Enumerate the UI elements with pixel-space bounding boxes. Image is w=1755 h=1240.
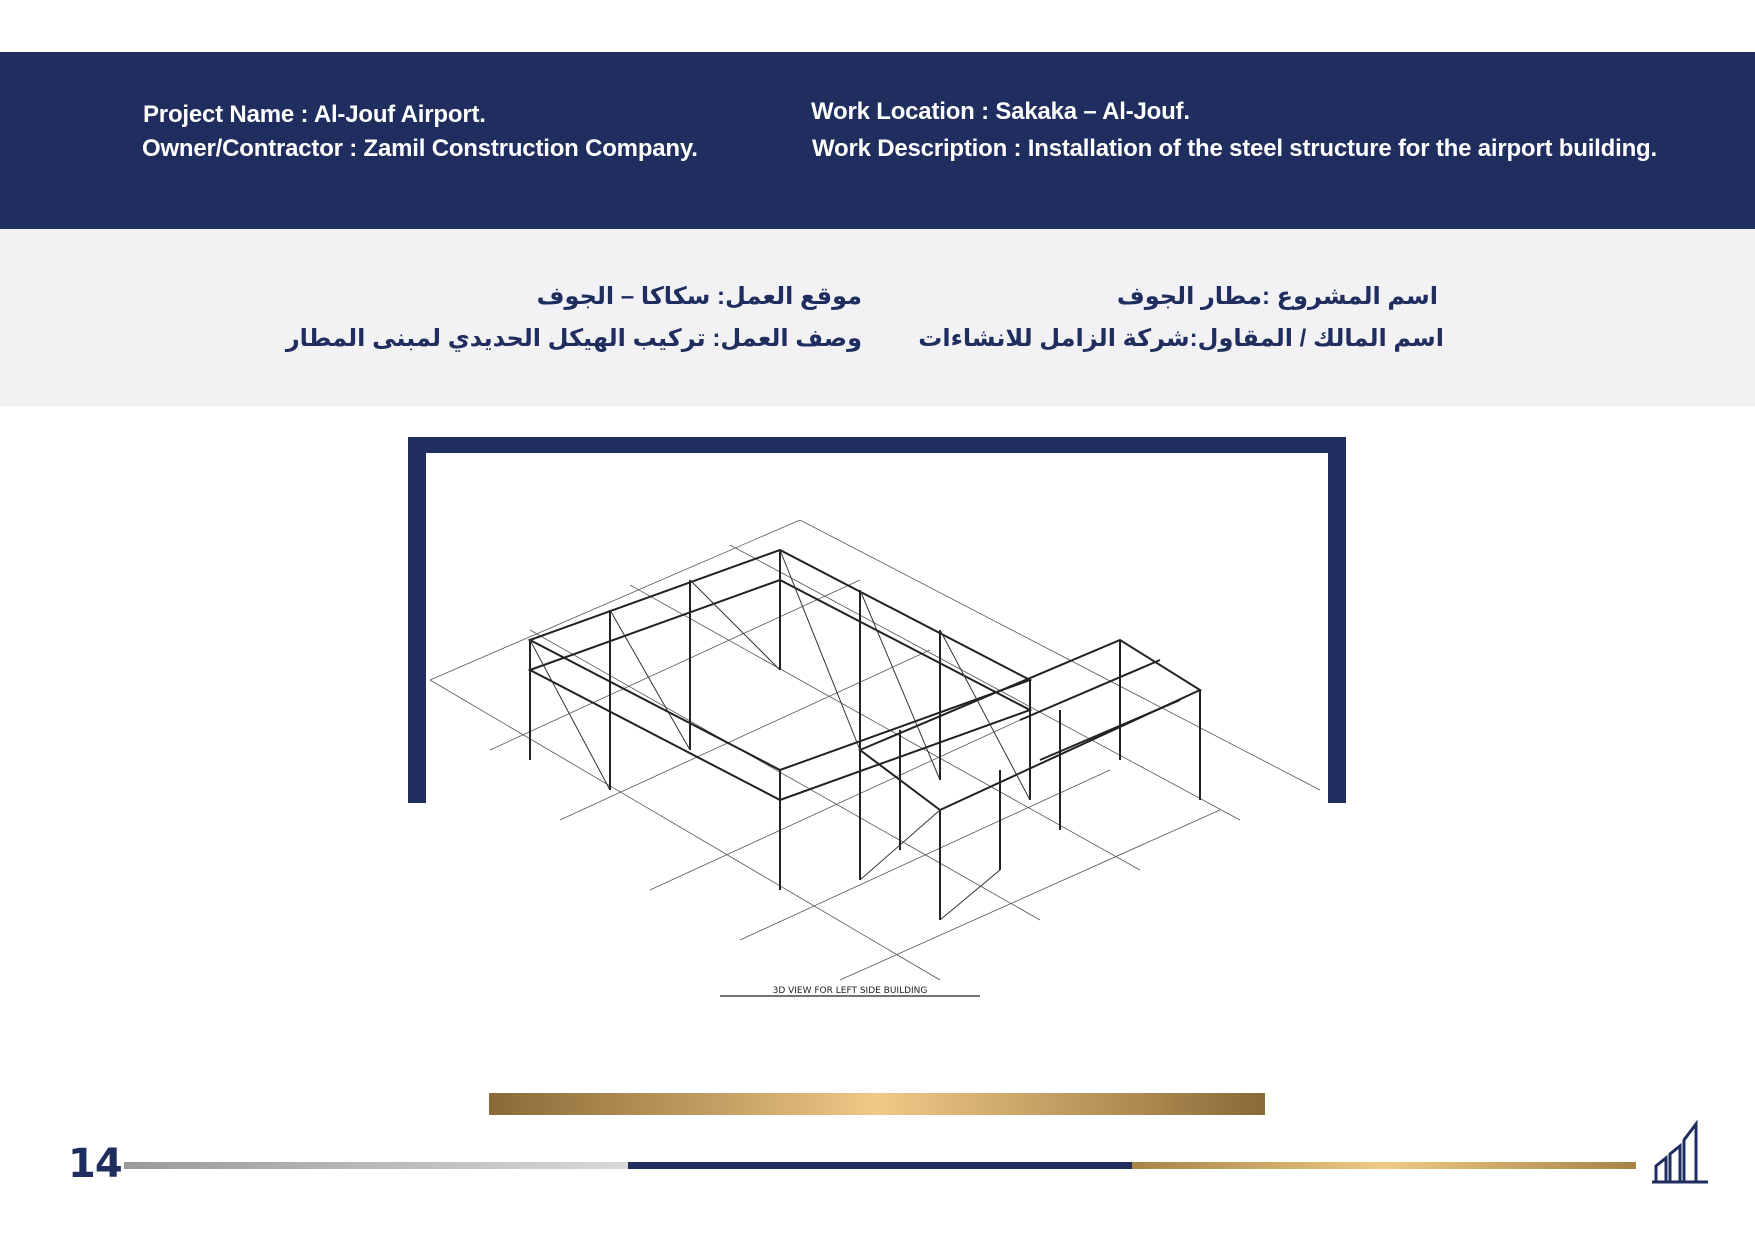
steel-structure-3d-drawing	[420, 520, 1340, 1010]
grid-lines	[430, 520, 1320, 980]
drawing-caption: 3D VIEW FOR LEFT SIDE BUILDING	[772, 986, 928, 996]
footer-line-gold	[1132, 1162, 1636, 1169]
page-number: 14	[68, 1141, 122, 1187]
project-name-en: Project Name : Al-Jouf Airport.	[143, 101, 486, 128]
owner-contractor-ar: اسم المالك / المقاول:شركة الزامل للانشاءات	[918, 325, 1444, 352]
work-location-ar: موقع العمل: سكاكا – الجوف	[536, 283, 862, 310]
work-description-ar: وصف العمل: تركيب الهيكل الحديدي لمبنى المطار	[285, 325, 862, 352]
work-description-en: Work Description : Installation of the steel structure for the airport building.	[812, 135, 1657, 162]
company-logo-icon	[1652, 1120, 1708, 1184]
project-name-ar: اسم المشروع :مطار الجوف	[1116, 283, 1438, 310]
work-location-en: Work Location : Sakaka – Al-Jouf.	[811, 98, 1190, 125]
owner-contractor-en: Owner/Contractor : Zamil Construction Company.	[142, 135, 698, 162]
gold-accent-bar	[489, 1093, 1265, 1115]
arabic-info-band	[0, 229, 1755, 406]
footer-line-grey	[124, 1162, 628, 1169]
footer-line-navy	[628, 1162, 1132, 1169]
steel-frame	[530, 550, 1200, 920]
english-info-band	[0, 52, 1755, 229]
